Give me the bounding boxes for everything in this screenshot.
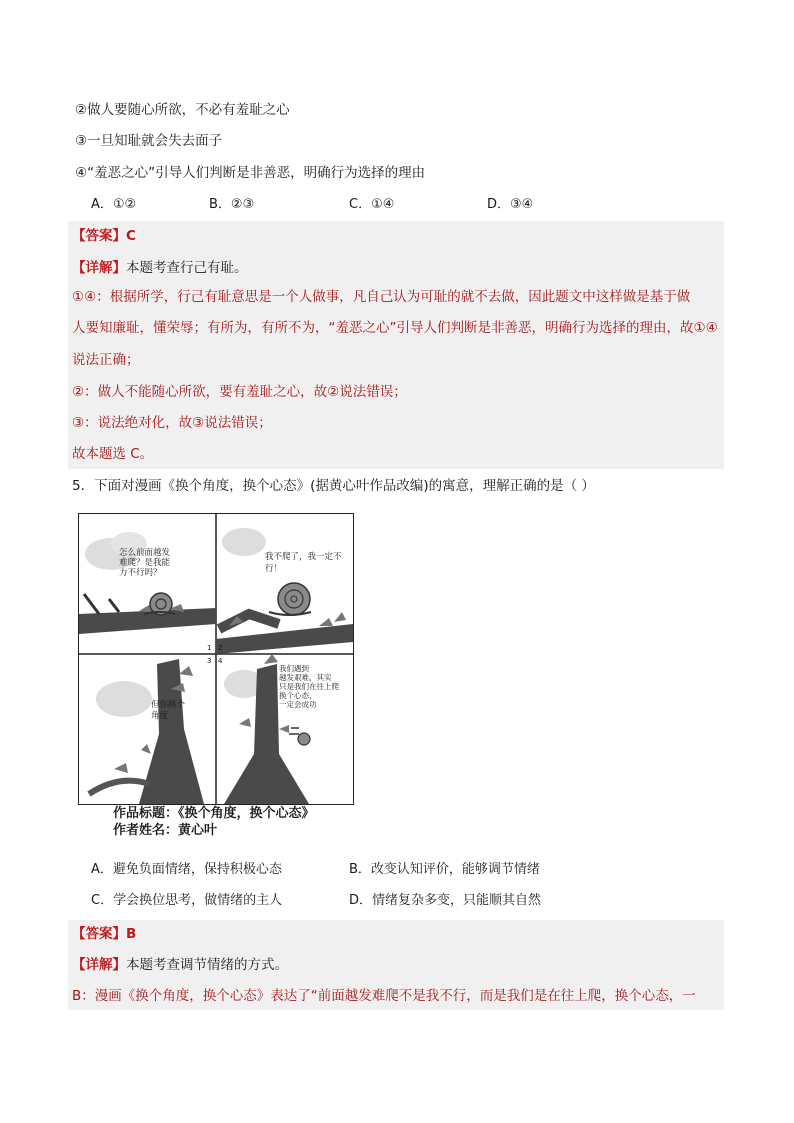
panel4-speech [279,664,339,709]
panel1-speech-line: 力不行吗？ [119,568,162,578]
panel1-speech-line: 怎么前面越发 [119,548,171,558]
panel1-speech [119,548,170,578]
panel1-speech-line: 难爬？是我能 [119,558,171,568]
q4-option-a: A．①② [91,197,137,212]
statement-2: ②做人要随心所欲，不必有羞耻之心 [75,102,290,118]
panel3-speech-line: 但你换个 [151,700,186,710]
answer-label: 【答案】 [72,926,126,942]
q4-option-d: D．③④ [487,197,534,212]
comic-caption-title: 作品标题：《换个角度，换个心态》 [113,806,315,821]
detail-label: 【详解】 [72,957,126,973]
panel4-speech-line: 越发艰难，其实 [279,673,332,682]
q5-option-d: D．情绪复杂多变，只能顺其自然 [349,893,542,908]
q4-detail-line-3: 说法正确； [72,352,140,368]
comic-illustration [78,513,354,805]
answer-label: 【答案】 [72,228,126,244]
panel-number-2: 2 [218,644,223,652]
panel4-speech-line: 我们遇到 [279,664,309,673]
panel2-speech: 我不爬了，我一定不行！ [265,552,342,574]
panel-number-3: 3 [207,657,212,665]
panel3-speech-line: 角度 [151,711,169,721]
q5-option-b: B．改变认知评价，能够调节情绪 [349,862,540,877]
panel4-speech-line: 一定会成功 [279,700,317,709]
q5-answer [72,924,136,944]
q5-detail-line-1: B：漫画《换个角度，换个心态》表达了“前面越发难爬不是我不行，而是我们是在往上爬，换个心态，一 [72,988,696,1004]
q5-option-c: C．学会换位思考，做情绪的主人 [91,893,283,908]
q4-detail-line-1: ①④：根据所学，行己有耻意思是一个人做事，凡自己认为可耻的就不去做，因此题文中这样做是基于做 [72,289,691,305]
panel-number-4: 4 [218,657,223,665]
detail-intro-text: 本题考查调节情绪的方式。 [126,957,288,973]
q4-detail-line-4: ②：做人不能随心所欲，要有羞耻之心，故②说法错误； [72,384,407,400]
answer-value: B [126,926,137,942]
detail-intro-text: 本题考查行己有耻。 [126,260,248,276]
statement-3: ③一旦知耻就会失去面子 [75,133,223,149]
q4-option-c: C．①④ [349,197,395,212]
q4-option-b: B．②③ [209,197,255,212]
panel4-speech-line: 换个心态， [279,691,317,700]
q4-detail-line-6: 故本题选 C。 [72,446,154,462]
q4-detail-line-2: 人要知廉耻，懂荣辱；有所为，有所不为，“羞恶之心”引导人们判断是非善恶，明确行为选择的理由，故①④ [72,320,718,336]
q5-question: 5．下面对漫画《换个角度，换个心态》(据黄心叶作品改编)的寓意，理解正确的是（ ） [72,478,595,494]
answer-value: C [126,228,136,244]
detail-label: 【详解】 [72,260,126,276]
panel4-speech-line: 只是我们在往上爬 [279,682,339,691]
panel3-speech [151,700,185,722]
q4-detail-line-5: ③：说法绝对化，故③说法错误； [72,415,272,431]
q5-detail-intro [72,955,288,975]
q4-detail-intro [72,258,248,278]
q5-option-a: A．避免负面情绪，保持积极心态 [91,862,282,877]
comic-caption-author: 作者姓名：黄心叶 [113,823,218,838]
panel-number-1: 1 [207,644,212,652]
q4-answer [72,226,136,246]
statement-4: ④“羞恶之心”引导人们判断是非善恶，明确行为选择的理由 [75,165,426,181]
